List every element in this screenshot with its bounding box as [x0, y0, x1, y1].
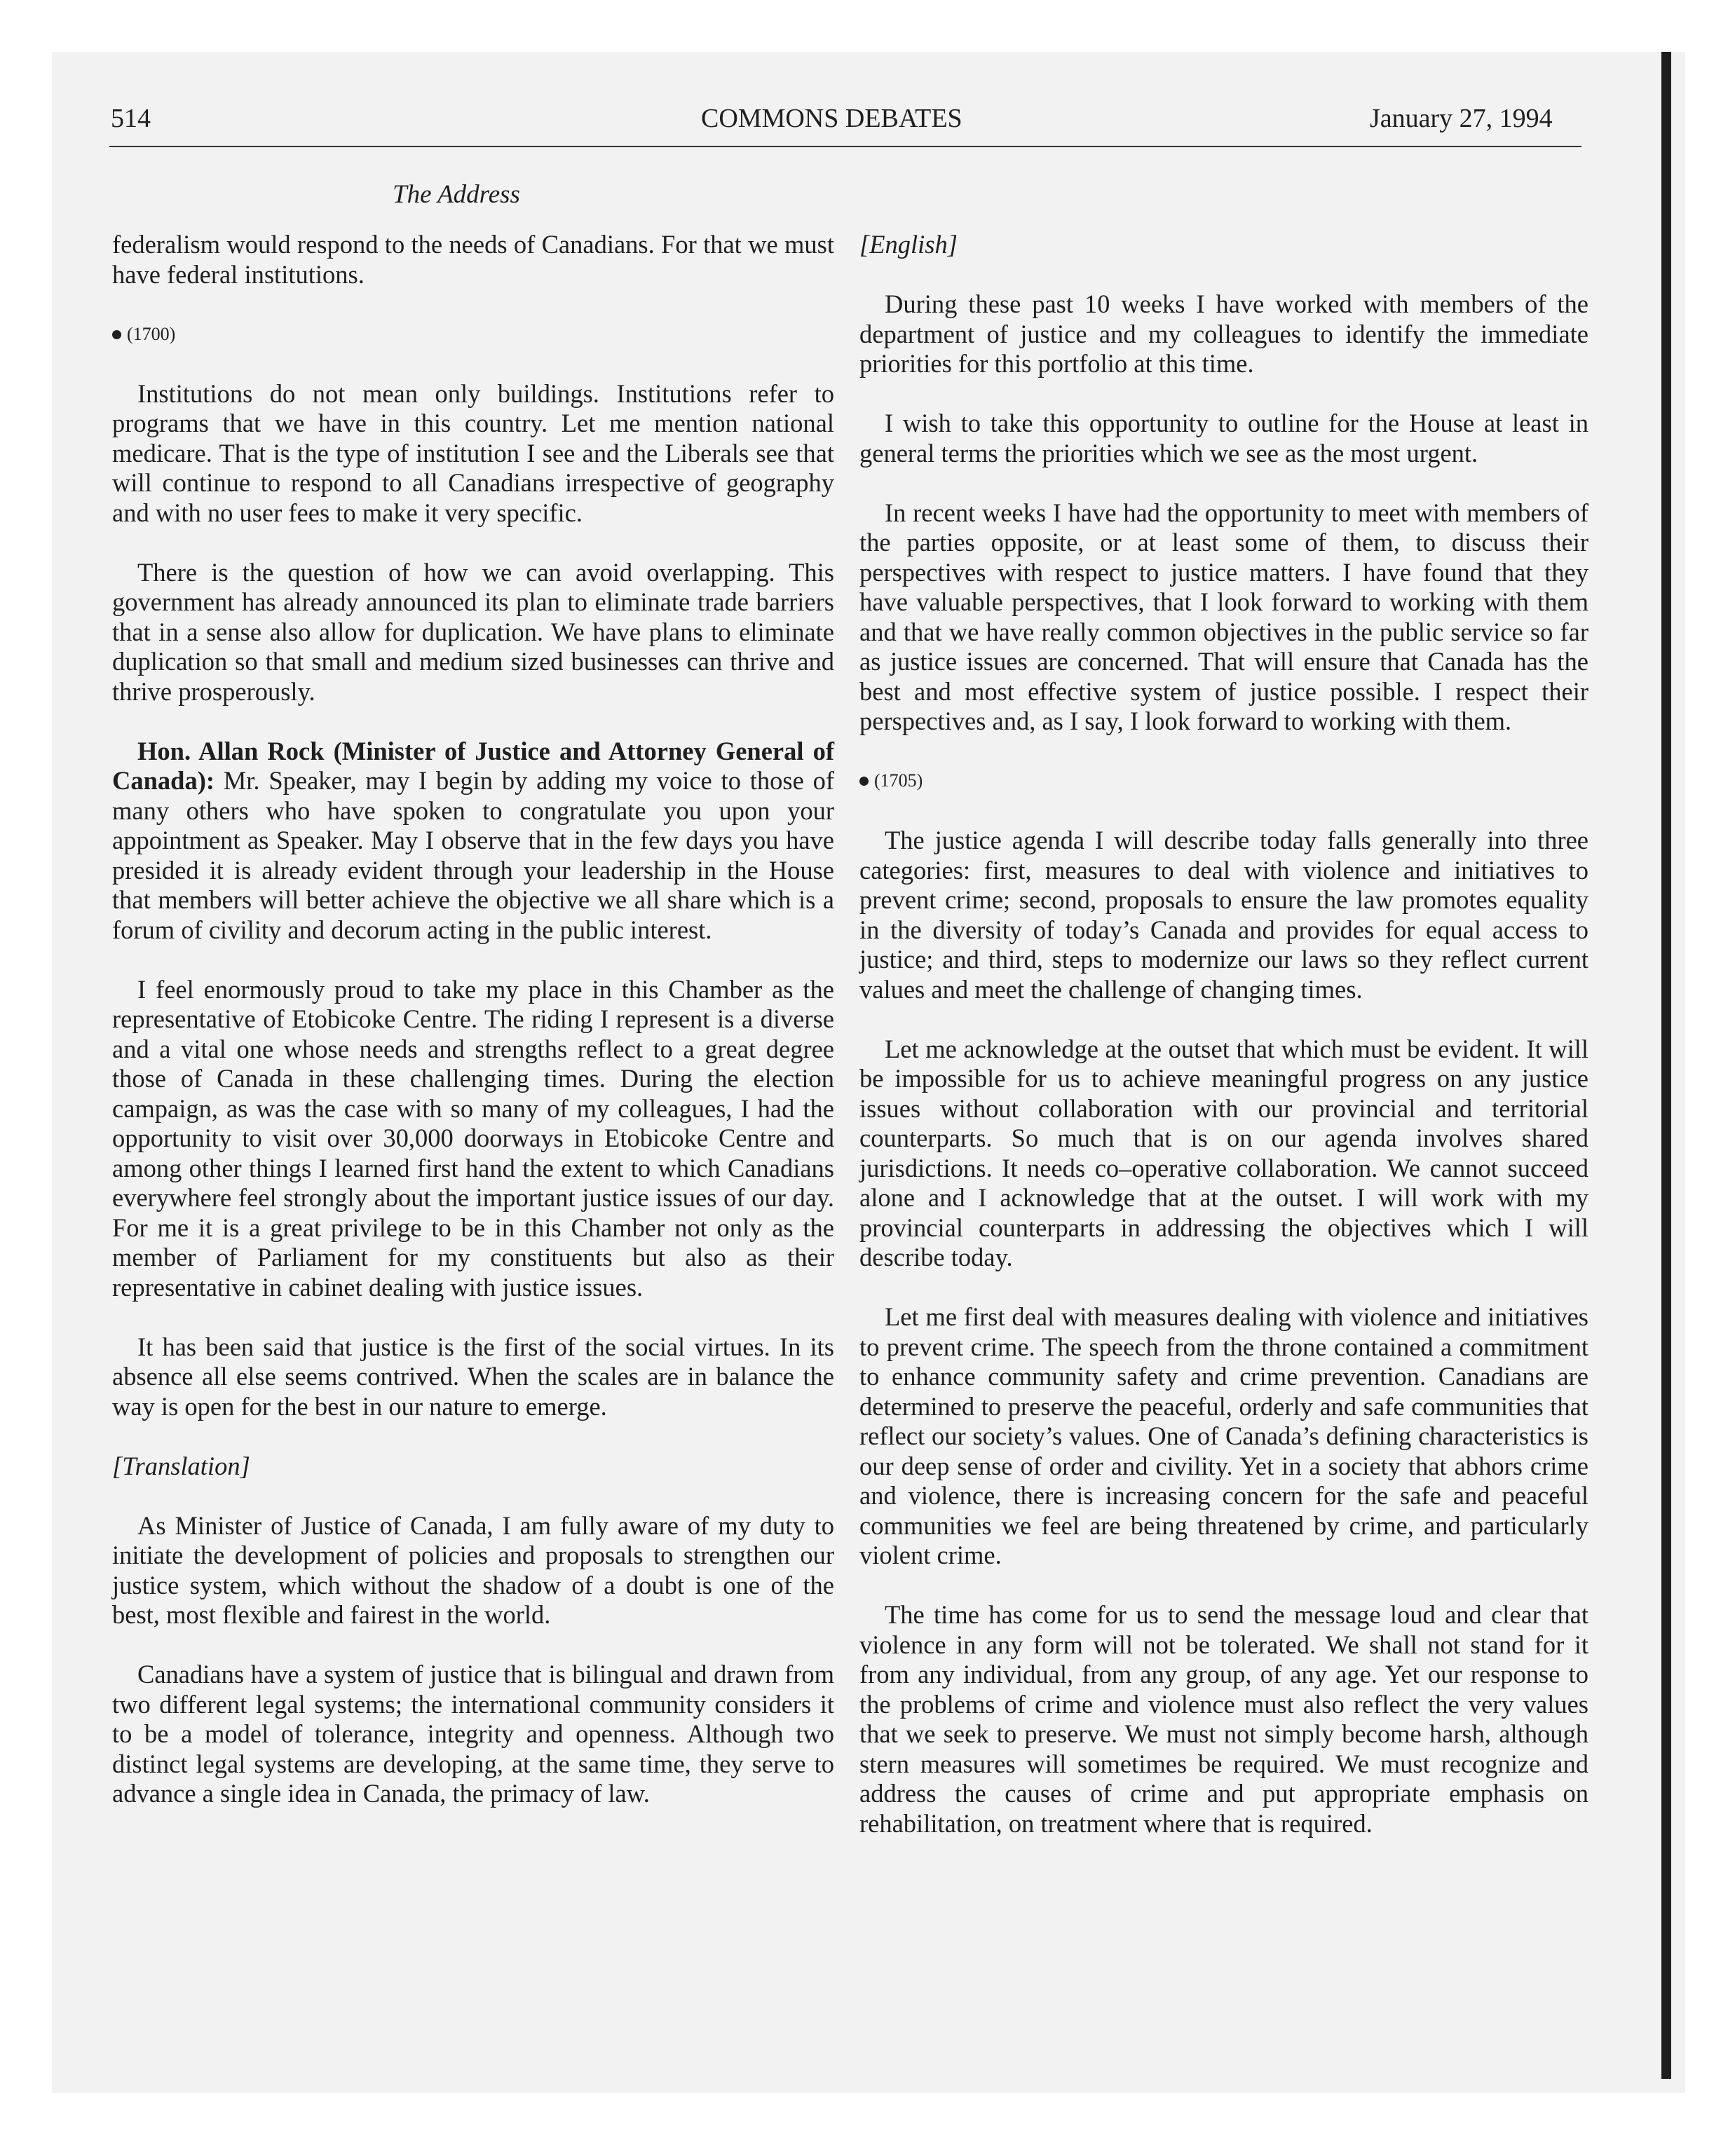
- page-number: 514: [111, 104, 151, 133]
- scan-edge-bar: [1661, 52, 1671, 2079]
- running-head: The Address: [393, 180, 520, 209]
- paragraph: The time has come for us to send the message loud and clear that violence in any form will not be tolerated. We shall not stand for it from any individual, from any group, of any age. Yet our response to the problems of crime and violence must also reflect the very values that we seek to preserve. We must not simply become harsh, although stern measures will sometimes be required. We must recognize and address the causes of crime and put appropriate emphasis on rehabilitation, on treatment where that is required.: [859, 1600, 1588, 1838]
- language-note: [Translation]: [112, 1451, 250, 1480]
- paragraph: federalism would respond to the needs of Canadians. For that we must have federal institutions.: [112, 230, 834, 289]
- speaker-name: Hon. Allan Rock (Minister of Justice and Attorney General of Canada):: [112, 736, 834, 795]
- time-marker-label: (1700): [127, 323, 176, 344]
- bullet-icon: [859, 777, 869, 786]
- right-column: [859, 230, 1588, 1869]
- paragraph: The justice agenda I will describe today falls generally into three categories: first, measures to deal with violence and initiatives to prevent crime; second, proposals to ensure the law promotes equality in the diversity of today’s Canada and provides for equal access to justice; and third, steps to modernize our laws so they reflect current values and meet the challenge of changing times.: [859, 826, 1588, 1004]
- paragraph: There is the question of how we can avoid overlapping. This government has already announced its plan to eliminate trade barriers that in a sense also allow for duplication. We have plans to eliminate duplication so that small and medium sized businesses can thrive and thrive prosperously.: [112, 557, 834, 706]
- header-rule: [109, 146, 1581, 147]
- speech-text: Mr. Speaker, may I begin by adding my voice to those of many others who have spoken to congratulate you upon your appointment as Speaker. May I observe that in the few days you have presided it is already evident through your leadership in the House that members will better achieve the objective we all share which is a forum of civility and decorum acting in the public interest.: [112, 766, 834, 944]
- paragraph: Canadians have a system of justice that is bilingual and drawn from two different legal systems; the international community considers it to be a model of tolerance, integrity and openness. Although two distinct legal systems are developing, at the same time, they serve to advance a single idea in Canada, the primacy of law.: [112, 1660, 834, 1808]
- left-column: [112, 230, 834, 1838]
- paragraph: Institutions do not mean only buildings. Institutions refer to programs that we have in this country. Let me mention national medicare. That is the type of institution I see and the Liberals see that will continue to respond to all Canadians irrespective of geography and with no user fees to make it very specific.: [112, 378, 834, 527]
- paragraph: During these past 10 weeks I have worked with members of the department of justice and my colleagues to identify the immediate priorities for this portfolio at this time.: [859, 289, 1588, 378]
- publication-title: COMMONS DEBATES: [701, 104, 962, 133]
- speech-paragraph: [112, 737, 834, 946]
- paragraph: In recent weeks I have had the opportunity to meet with members of the parties opposite, or at least some of them, to discuss their perspectives with respect to justice matters. I have found that they have valuable perspectives, that I look forward to working with them and that we have really common objectives in the public service so far as justice issues are concerned. That will ensure that Canada has the best and most effective system of justice possible. I respect their perspectives and, as I say, I look forward to working with them.: [859, 498, 1588, 735]
- paragraph: Let me first deal with measures dealing with violence and initiatives to prevent crime. The speech from the throne contained a commitment to enhance community safety and crime prevention. Canadians are determined to preserve the peaceful, orderly and safe communities that reflect our society’s values. One of Canada’s defining characteristics is our deep sense of order and civility. Yet in a society that abhors crime and violence, there is increasing concern for the safe and peaceful communities we feel are being threatened by crime, and particularly violent crime.: [859, 1302, 1588, 1569]
- bullet-icon: [112, 330, 121, 339]
- paragraph: Let me acknowledge at the outset that which must be evident. It will be impossible for us to achieve meaningful progress on any justice issues without collaboration with our provincial and territorial counterparts. So much that is on our agenda involves shared jurisdictions. It needs co–operative collaboration. We cannot succeed alone and I acknowledge that at the outset. I will work with my provincial counterparts in addressing the objectives which I will describe today.: [859, 1034, 1588, 1271]
- language-note: [English]: [859, 230, 958, 259]
- paragraph: It has been said that justice is the first of the social virtues. In its absence all else seems contrived. When the scales are in balance the way is open for the best in our nature to emerge.: [112, 1332, 834, 1421]
- paragraph: As Minister of Justice of Canada, I am fully aware of my duty to initiate the development of policies and proposals to strengthen our justice system, which without the shadow of a doubt is one of the best, most flexible and fairest in the world.: [112, 1510, 834, 1629]
- time-marker-label: (1705): [874, 770, 923, 791]
- page-date: January 27, 1994: [1370, 104, 1553, 133]
- paragraph: I feel enormously proud to take my place in this Chamber as the representative of Etobicoke Centre. The riding I represent is a diverse and a vital one whose needs and strengths reflect to a great degree those of Canada in these challenging times. During the election campaign, as was the case with so many of my colleagues, I had the opportunity to visit over 30,000 doorways in Etobicoke Centre and among other things I learned first hand the extent to which Canadians everywhere feel strongly about the important justice issues of our day. For me it is a great privilege to be in this Chamber not only as the member of Parliament for my constituents but also as their representative in cabinet dealing with justice issues.: [112, 974, 834, 1302]
- time-marker: [859, 766, 1588, 796]
- paragraph: I wish to take this opportunity to outline for the House at least in general terms the priorities which we see as the most urgent.: [859, 409, 1588, 468]
- time-marker: [112, 320, 834, 350]
